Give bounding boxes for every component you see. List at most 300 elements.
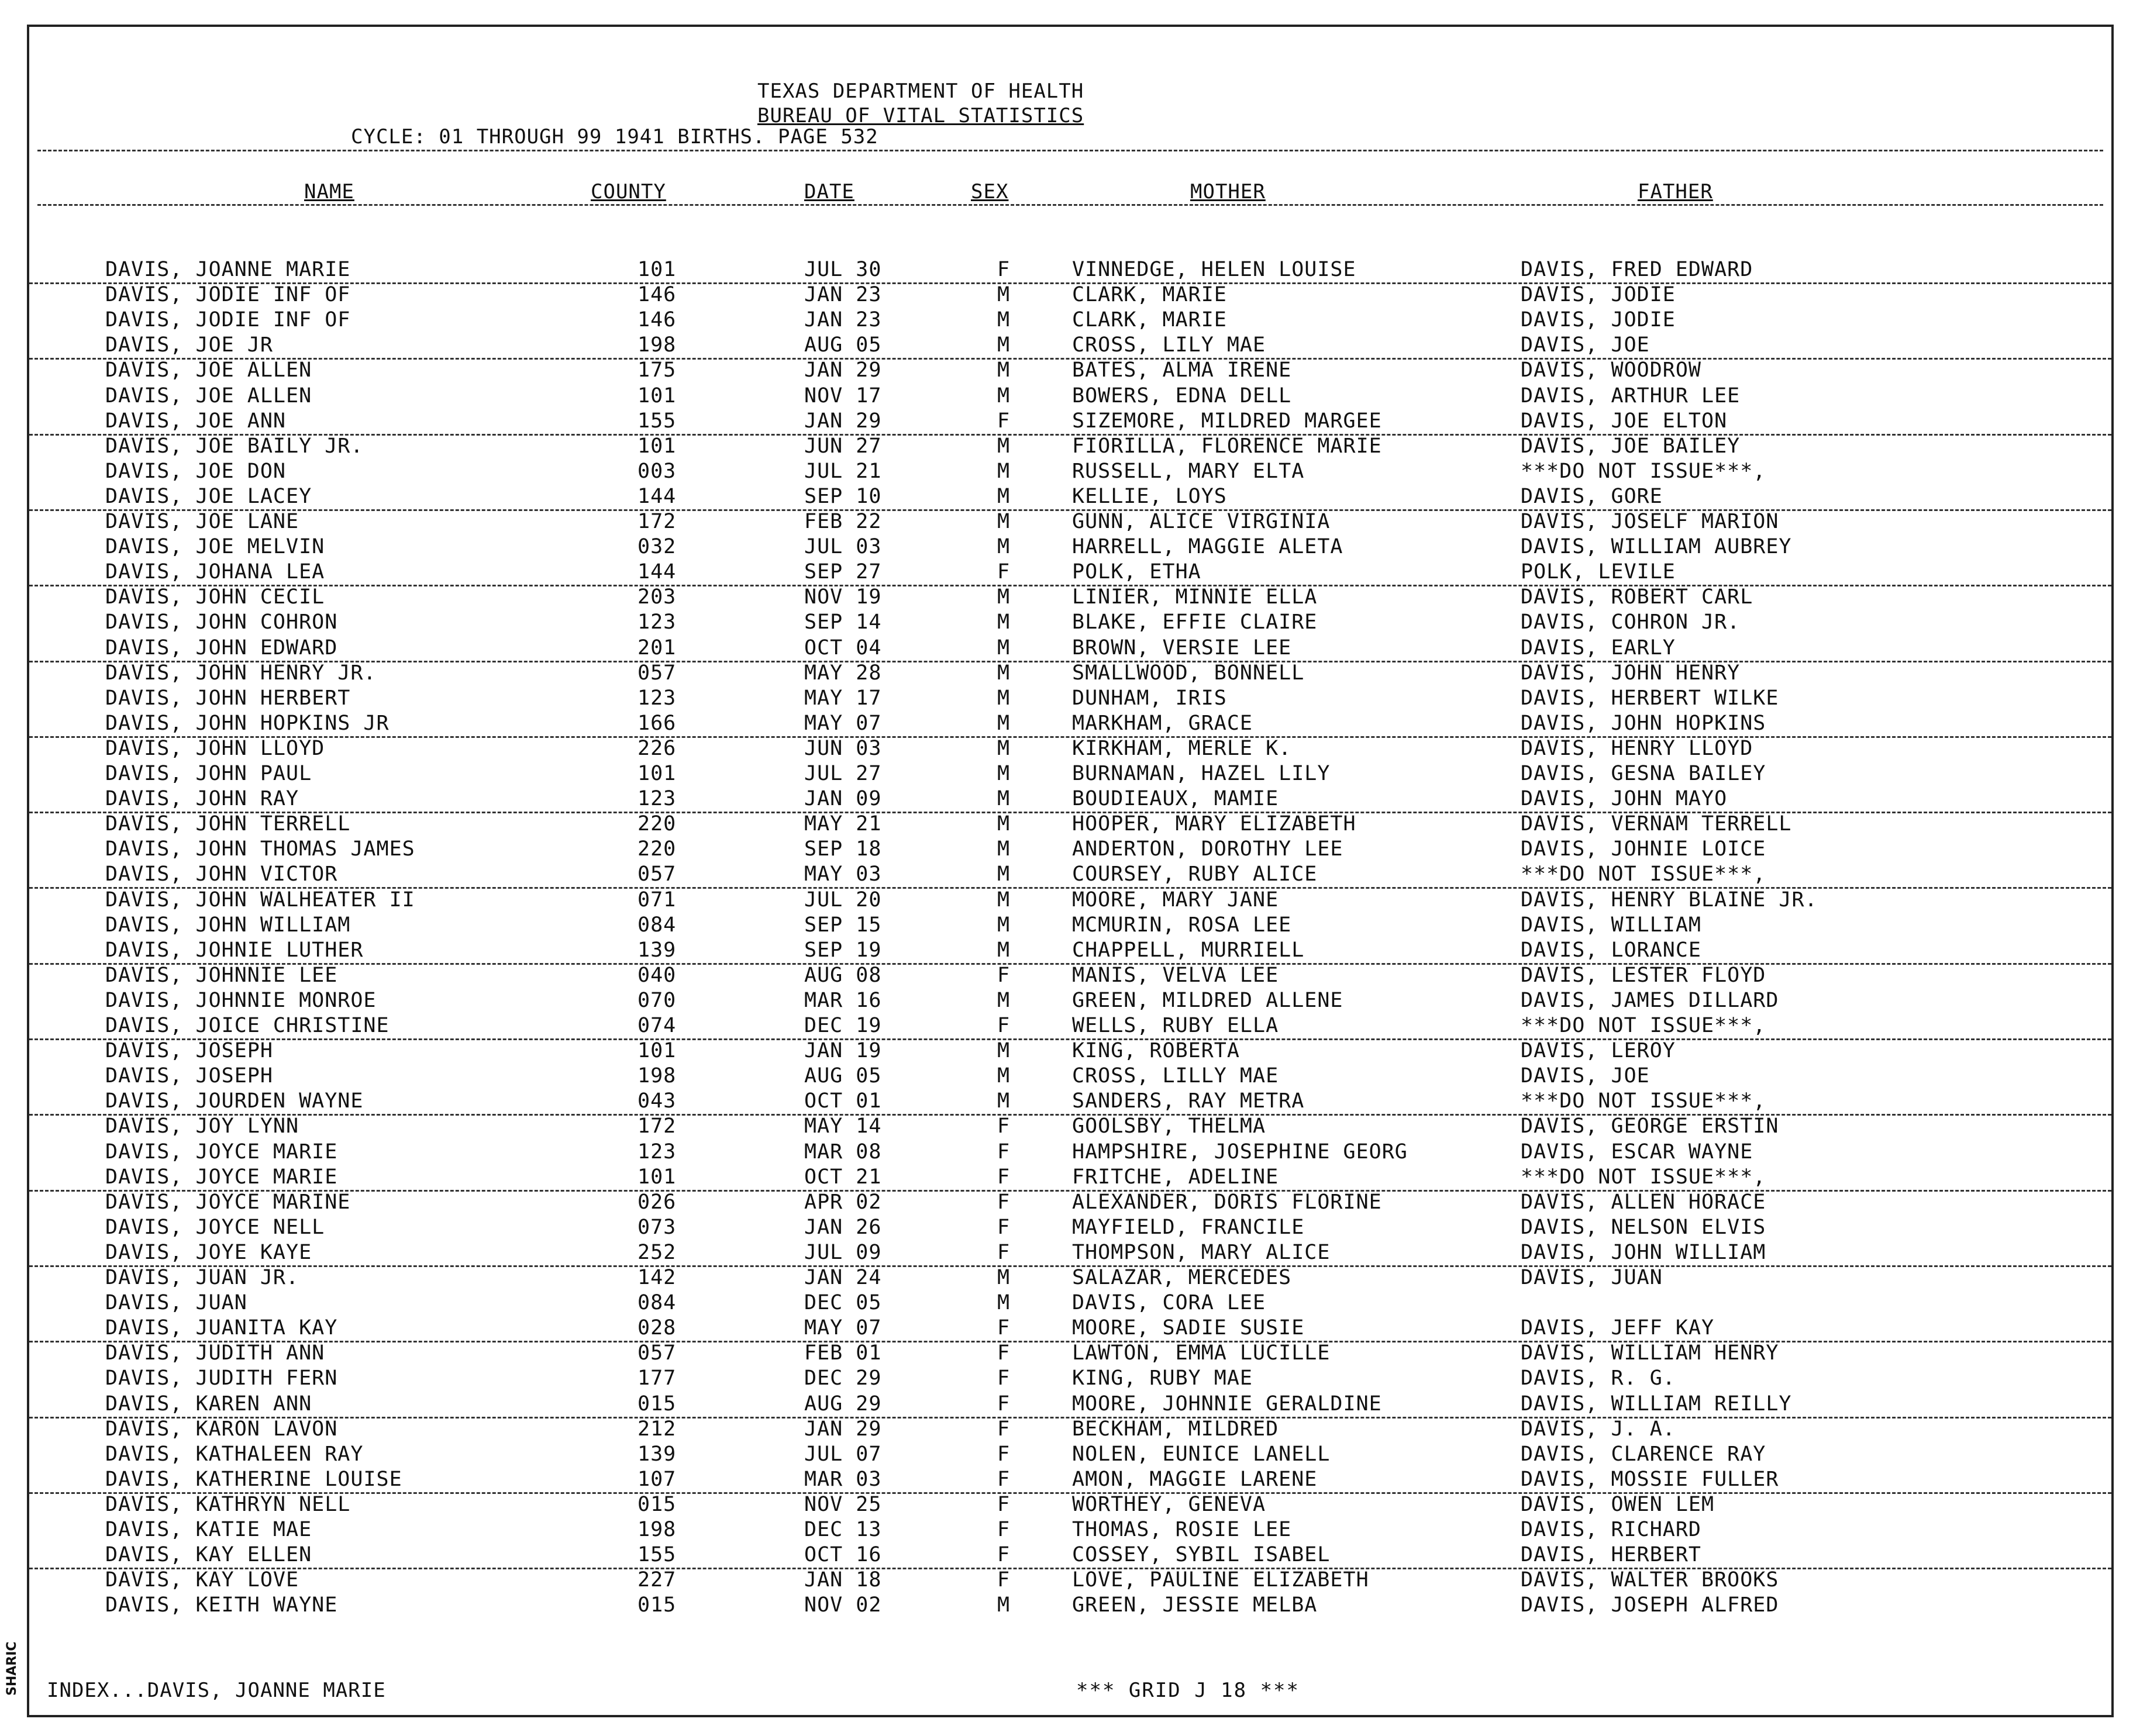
cell-father: DAVIS, JOSEPH ALFRED <box>1521 1593 1779 1617</box>
cell-county: 144 <box>638 484 677 508</box>
cell-date: SEP 15 <box>804 913 882 937</box>
cell-county: 142 <box>638 1266 677 1289</box>
cell-name: DAVIS, JOHN WALHEATER II <box>105 888 415 912</box>
cell-father: DAVIS, GORE <box>1521 484 1663 508</box>
cell-name: DAVIS, JOE ALLEN <box>105 384 312 408</box>
cell-father: DAVIS, RICHARD <box>1521 1518 1702 1541</box>
cell-county: 123 <box>638 686 677 710</box>
cell-father: DAVIS, JAMES DILLARD <box>1521 988 1779 1012</box>
cell-county: 074 <box>638 1014 677 1037</box>
table-row <box>29 434 2111 459</box>
cell-county: 040 <box>638 963 677 987</box>
cell-date: JUL 30 <box>804 258 882 281</box>
table-row <box>29 1014 2111 1040</box>
cell-date: DEC 29 <box>804 1366 882 1390</box>
cell-county: 146 <box>638 308 677 332</box>
cell-date: MAY 21 <box>804 812 882 836</box>
cell-county: 101 <box>638 384 677 408</box>
table-row <box>29 485 2111 511</box>
header-divider <box>37 150 2103 151</box>
cell-mother: AMON, MAGGIE LARENE <box>1072 1467 1318 1491</box>
cell-county: 123 <box>638 1140 677 1164</box>
cell-county: 220 <box>638 837 677 861</box>
cell-sex: F <box>997 1366 1011 1390</box>
cell-mother: WORTHEY, GENEVA <box>1072 1492 1266 1516</box>
cell-mother: HOOPER, MARY ELIZABETH <box>1072 812 1356 836</box>
cell-sex: M <box>997 711 1011 735</box>
table-row <box>29 1039 2111 1064</box>
cell-sex: M <box>997 535 1011 559</box>
cell-name: DAVIS, JOE BAILY JR. <box>105 434 364 458</box>
table-row <box>29 862 2111 889</box>
cell-date: SEP 10 <box>804 484 882 508</box>
cell-mother: DUNHAM, IRIS <box>1072 686 1227 710</box>
cell-father: ***DO NOT ISSUE***, <box>1521 459 1766 483</box>
cell-name: DAVIS, JOE LACEY <box>105 484 312 508</box>
cell-county: 177 <box>638 1366 677 1390</box>
table-row <box>29 384 2111 409</box>
table-row <box>29 333 2111 360</box>
cell-father: DAVIS, NELSON ELVIS <box>1521 1215 1766 1239</box>
cell-county: 227 <box>638 1568 677 1592</box>
cell-mother: COSSEY, SYBIL ISABEL <box>1072 1543 1331 1567</box>
cell-name: DAVIS, JOHN WILLIAM <box>105 913 351 937</box>
column-header-mother: MOTHER <box>1190 180 1266 203</box>
record-sheet <box>27 25 2114 1717</box>
cell-mother: BLAKE, EFFIE CLAIRE <box>1072 610 1318 634</box>
cell-county: 252 <box>638 1240 677 1264</box>
cell-date: JAN 23 <box>804 308 882 332</box>
cell-mother: THOMPSON, MARY ALICE <box>1072 1240 1331 1264</box>
cell-mother: MOORE, MARY JANE <box>1072 888 1279 912</box>
cell-date: JAN 18 <box>804 1568 882 1592</box>
cell-date: OCT 21 <box>804 1165 882 1189</box>
cell-date: OCT 16 <box>804 1543 882 1567</box>
side-label: SHARIC <box>5 1641 19 1696</box>
cell-sex: M <box>997 913 1011 937</box>
cell-date: AUG 05 <box>804 1064 882 1088</box>
cell-father: DAVIS, LESTER FLOYD <box>1521 963 1766 987</box>
cell-father: DAVIS, FRED EDWARD <box>1521 258 1753 281</box>
table-row <box>29 1593 2111 1618</box>
table-row <box>29 1543 2111 1569</box>
table-row <box>29 686 2111 711</box>
cell-name: DAVIS, JODIE INF OF <box>105 283 351 307</box>
cell-father: DAVIS, WILLIAM HENRY <box>1521 1341 1779 1365</box>
cell-mother: LINIER, MINNIE ELLA <box>1072 585 1318 609</box>
cell-date: SEP 18 <box>804 837 882 861</box>
cell-father: DAVIS, GEORGE ERSTIN <box>1521 1114 1779 1138</box>
cell-date: NOV 02 <box>804 1593 882 1617</box>
cell-county: 212 <box>638 1417 677 1441</box>
cell-county: 198 <box>638 333 677 357</box>
cell-county: 101 <box>638 762 677 785</box>
column-header-name: NAME <box>304 180 354 203</box>
cell-father: DAVIS, J. A. <box>1521 1417 1676 1441</box>
cell-date: APR 02 <box>804 1190 882 1214</box>
cell-mother: CHAPPELL, MURRIELL <box>1072 938 1305 962</box>
cell-county: 057 <box>638 862 677 886</box>
cell-father: DAVIS, JOE BAILEY <box>1521 434 1741 458</box>
cell-mother: THOMAS, ROSIE LEE <box>1072 1518 1292 1541</box>
cell-mother: BROWN, VERSIE LEE <box>1072 636 1292 660</box>
cell-name: DAVIS, JOYCE MARINE <box>105 1190 351 1214</box>
cell-sex: M <box>997 888 1011 912</box>
cell-date: DEC 19 <box>804 1014 882 1037</box>
cell-name: DAVIS, JOHN EDWARD <box>105 636 338 660</box>
cell-county: 146 <box>638 283 677 307</box>
cell-sex: M <box>997 812 1011 836</box>
table-row <box>29 989 2111 1013</box>
cell-county: 139 <box>638 1442 677 1466</box>
cell-mother: FRITCHE, ADELINE <box>1072 1165 1279 1189</box>
cell-sex: M <box>997 661 1011 685</box>
table-row <box>29 308 2111 333</box>
cell-father: DAVIS, JOSELF MARION <box>1521 510 1779 533</box>
cell-county: 084 <box>638 913 677 937</box>
cell-county: 172 <box>638 510 677 533</box>
cell-mother: BATES, ALMA IRENE <box>1072 358 1292 382</box>
cell-county: 201 <box>638 636 677 660</box>
cell-mother: COURSEY, RUBY ALICE <box>1072 862 1318 886</box>
cell-county: 028 <box>638 1316 677 1340</box>
cell-name: DAVIS, JOHN HOPKINS JR <box>105 711 390 735</box>
cell-father: DAVIS, JOE <box>1521 333 1650 357</box>
cell-county: 155 <box>638 1543 677 1567</box>
cell-county: 101 <box>638 434 677 458</box>
cell-name: DAVIS, JOHANA LEA <box>105 560 325 584</box>
cell-county: 172 <box>638 1114 677 1138</box>
cell-name: DAVIS, JOE ANN <box>105 409 287 433</box>
cell-county: 107 <box>638 1467 677 1491</box>
cell-date: NOV 17 <box>804 384 882 408</box>
table-row <box>29 1216 2111 1240</box>
cell-sex: F <box>997 409 1011 433</box>
cell-father: DAVIS, JOHN HENRY <box>1521 661 1741 685</box>
cell-sex: M <box>997 434 1011 458</box>
cell-date: MAY 07 <box>804 711 882 735</box>
cell-father: DAVIS, JUAN <box>1521 1266 1663 1289</box>
cell-county: 057 <box>638 1341 677 1365</box>
cell-date: MAY 03 <box>804 862 882 886</box>
cell-sex: F <box>997 1165 1011 1189</box>
cell-date: MAR 03 <box>804 1467 882 1491</box>
cell-date: OCT 04 <box>804 636 882 660</box>
cell-father: DAVIS, JOHN MAYO <box>1521 787 1728 811</box>
cell-sex: M <box>997 1593 1011 1617</box>
table-row <box>29 283 2111 308</box>
cell-father: ***DO NOT ISSUE***, <box>1521 862 1766 886</box>
cell-date: JAN 26 <box>804 1215 882 1239</box>
cell-sex: M <box>997 384 1011 408</box>
cell-date: JUL 21 <box>804 459 882 483</box>
cell-sex: M <box>997 1266 1011 1289</box>
cell-date: JAN 29 <box>804 1417 882 1441</box>
cell-sex: F <box>997 1190 1011 1214</box>
cell-sex: F <box>997 1316 1011 1340</box>
cell-date: DEC 05 <box>804 1291 882 1315</box>
cell-date: SEP 14 <box>804 610 882 634</box>
cell-mother: BOUDIEAUX, MAMIE <box>1072 787 1279 811</box>
cell-name: DAVIS, JOYCE MARIE <box>105 1140 338 1164</box>
cell-name: DAVIS, JUDITH FERN <box>105 1366 338 1390</box>
cell-name: DAVIS, JOE JR <box>105 333 273 357</box>
cell-mother: SIZEMORE, MILDRED MARGEE <box>1072 409 1382 433</box>
table-row <box>29 510 2111 534</box>
cell-name: DAVIS, JOHN CECIL <box>105 585 325 609</box>
cell-sex: M <box>997 459 1011 483</box>
cell-sex: F <box>997 1518 1011 1541</box>
cell-date: NOV 25 <box>804 1492 882 1516</box>
column-header-divider <box>37 204 2103 206</box>
cell-mother: CLARK, MARIE <box>1072 308 1227 332</box>
cell-date: MAY 07 <box>804 1316 882 1340</box>
cell-father: DAVIS, WILLIAM REILLY <box>1521 1392 1792 1416</box>
cell-father: DAVIS, WILLIAM <box>1521 913 1702 937</box>
cell-mother: SMALLWOOD, BONNELL <box>1072 661 1305 685</box>
table-row <box>29 1366 2111 1391</box>
cell-sex: F <box>997 1492 1011 1516</box>
cell-father: DAVIS, JOHN HOPKINS <box>1521 711 1766 735</box>
table-row <box>29 787 2111 813</box>
cell-father: ***DO NOT ISSUE***, <box>1521 1165 1766 1189</box>
cell-sex: F <box>997 560 1011 584</box>
cell-father: DAVIS, OWEN LEM <box>1521 1492 1715 1516</box>
cell-mother: SALAZAR, MERCEDES <box>1072 1266 1292 1289</box>
cell-sex: M <box>997 1291 1011 1315</box>
table-row <box>29 1165 2111 1192</box>
cell-father: DAVIS, HERBERT WILKE <box>1521 686 1779 710</box>
cell-county: 139 <box>638 938 677 962</box>
cell-sex: F <box>997 1114 1011 1138</box>
cell-name: DAVIS, JODIE INF OF <box>105 308 351 332</box>
cell-mother: HARRELL, MAGGIE ALETA <box>1072 535 1343 559</box>
cell-father: DAVIS, COHRON JR. <box>1521 610 1741 634</box>
cell-mother: MARKHAM, GRACE <box>1072 711 1253 735</box>
cell-county: 026 <box>638 1190 677 1214</box>
cell-sex: M <box>997 762 1011 785</box>
cell-mother: GOOLSBY, THELMA <box>1072 1114 1266 1138</box>
table-row <box>29 1518 2111 1542</box>
cell-county: 198 <box>638 1064 677 1088</box>
cell-father: DAVIS, HENRY BLAINE JR. <box>1521 888 1818 912</box>
cell-mother: WELLS, RUBY ELLA <box>1072 1014 1279 1037</box>
cell-date: OCT 01 <box>804 1089 882 1113</box>
table-row <box>29 585 2111 610</box>
cell-sex: M <box>997 333 1011 357</box>
cell-date: JUL 20 <box>804 888 882 912</box>
table-row <box>29 1241 2111 1267</box>
table-row <box>29 888 2111 913</box>
table-row <box>29 837 2111 862</box>
cell-county: 175 <box>638 358 677 382</box>
cell-name: DAVIS, KATHRYN NELL <box>105 1492 351 1516</box>
cell-county: 015 <box>638 1492 677 1516</box>
table-row <box>29 913 2111 938</box>
cell-county: 220 <box>638 812 677 836</box>
column-header-father: FATHER <box>1638 180 1713 203</box>
cell-name: DAVIS, JOE DON <box>105 459 287 483</box>
table-row <box>29 560 2111 586</box>
cell-father: DAVIS, JOE <box>1521 1064 1650 1088</box>
table-row <box>29 661 2111 686</box>
table-row <box>29 1089 2111 1116</box>
cell-mother: GREEN, JESSIE MELBA <box>1072 1593 1318 1617</box>
cell-county: 015 <box>638 1392 677 1416</box>
cell-sex: F <box>997 1417 1011 1441</box>
cell-mother: POLK, ETHA <box>1072 560 1201 584</box>
cell-name: DAVIS, JOSEPH <box>105 1064 273 1088</box>
cell-date: JAN 23 <box>804 283 882 307</box>
table-row <box>29 938 2111 965</box>
cell-name: DAVIS, JOURDEN WAYNE <box>105 1089 364 1113</box>
cell-mother: BECKHAM, MILDRED <box>1072 1417 1279 1441</box>
cell-mother: VINNEDGE, HELEN LOUISE <box>1072 258 1356 281</box>
cell-sex: F <box>997 1215 1011 1239</box>
cell-name: DAVIS, JOE LANE <box>105 510 299 533</box>
cell-father: DAVIS, LEROY <box>1521 1039 1676 1063</box>
cell-date: MAY 28 <box>804 661 882 685</box>
cell-mother: GREEN, MILDRED ALLENE <box>1072 988 1343 1012</box>
cell-mother: KIRKHAM, MERLE K. <box>1072 736 1292 760</box>
cell-sex: F <box>997 1240 1011 1264</box>
cell-father: DAVIS, HENRY LLOYD <box>1521 736 1753 760</box>
cell-sex: F <box>997 1392 1011 1416</box>
cell-date: JUL 07 <box>804 1442 882 1466</box>
cell-sex: M <box>997 862 1011 886</box>
cell-father: DAVIS, CLARENCE RAY <box>1521 1442 1766 1466</box>
cell-name: DAVIS, JOANNE MARIE <box>105 258 351 281</box>
table-row <box>29 610 2111 635</box>
cell-name: DAVIS, JOICE CHRISTINE <box>105 1014 390 1037</box>
cell-county: 070 <box>638 988 677 1012</box>
cell-name: DAVIS, KEITH WAYNE <box>105 1593 338 1617</box>
table-row <box>29 712 2111 738</box>
cell-sex: M <box>997 837 1011 861</box>
cell-name: DAVIS, KAY LOVE <box>105 1568 299 1592</box>
cell-sex: F <box>997 1467 1011 1491</box>
cell-name: DAVIS, JOHNIE LUTHER <box>105 938 364 962</box>
cell-mother: KING, ROBERTA <box>1072 1039 1240 1063</box>
cell-mother: KELLIE, LOYS <box>1072 484 1227 508</box>
cell-father: DAVIS, MOSSIE FULLER <box>1521 1467 1779 1491</box>
cell-county: 071 <box>638 888 677 912</box>
cell-sex: M <box>997 988 1011 1012</box>
cell-mother: GUNN, ALICE VIRGINIA <box>1072 510 1331 533</box>
cell-father: DAVIS, JOHN WILLIAM <box>1521 1240 1766 1264</box>
cell-date: SEP 19 <box>804 938 882 962</box>
table-row <box>29 1417 2111 1442</box>
cell-father: DAVIS, HERBERT <box>1521 1543 1702 1567</box>
cell-father: DAVIS, R. G. <box>1521 1366 1676 1390</box>
cell-name: DAVIS, JUAN <box>105 1291 247 1315</box>
cell-name: DAVIS, JOSEPH <box>105 1039 273 1063</box>
cell-date: JUN 03 <box>804 736 882 760</box>
cell-date: AUG 05 <box>804 333 882 357</box>
table-row <box>29 737 2111 761</box>
cell-name: DAVIS, JOYE KAYE <box>105 1240 312 1264</box>
cell-father: DAVIS, LORANCE <box>1521 938 1702 962</box>
cell-sex: M <box>997 308 1011 332</box>
cell-county: 015 <box>638 1593 677 1617</box>
cell-sex: M <box>997 510 1011 533</box>
table-row <box>29 1064 2111 1089</box>
cell-father: DAVIS, JOE ELTON <box>1521 409 1728 433</box>
cell-date: JUN 27 <box>804 434 882 458</box>
cell-date: FEB 01 <box>804 1341 882 1365</box>
cell-mother: CROSS, LILY MAE <box>1072 333 1266 357</box>
cell-name: DAVIS, JOHN LLOYD <box>105 736 325 760</box>
cell-name: DAVIS, JOHN HERBERT <box>105 686 351 710</box>
cell-sex: F <box>997 1140 1011 1164</box>
cell-county: 043 <box>638 1089 677 1113</box>
table-row <box>29 1468 2111 1494</box>
cell-county: 032 <box>638 535 677 559</box>
cell-mother: LAWTON, EMMA LUCILLE <box>1072 1341 1331 1365</box>
cycle-line: CYCLE: 01 THROUGH 99 1941 BIRTHS. PAGE 532 <box>351 125 878 149</box>
cell-mother: FIORILLA, FLORENCE MARIE <box>1072 434 1382 458</box>
cell-date: DEC 13 <box>804 1518 882 1541</box>
cell-date: FEB 22 <box>804 510 882 533</box>
cell-county: 198 <box>638 1518 677 1541</box>
cell-county: 084 <box>638 1291 677 1315</box>
cell-mother: MOORE, SADIE SUSIE <box>1072 1316 1305 1340</box>
cell-county: 057 <box>638 661 677 685</box>
cell-mother: BURNAMAN, HAZEL LILY <box>1072 762 1331 785</box>
grid-reference: *** GRID J 18 *** <box>1076 1679 1300 1702</box>
cell-sex: M <box>997 484 1011 508</box>
cell-county: 003 <box>638 459 677 483</box>
cell-sex: M <box>997 787 1011 811</box>
cell-mother: BOWERS, EDNA DELL <box>1072 384 1292 408</box>
table-row <box>29 1266 2111 1290</box>
cell-father: DAVIS, WILLIAM AUBREY <box>1521 535 1792 559</box>
cell-name: DAVIS, KAY ELLEN <box>105 1543 312 1567</box>
cell-sex: M <box>997 1039 1011 1063</box>
cell-county: 101 <box>638 258 677 281</box>
cell-sex: F <box>997 1014 1011 1037</box>
cell-date: NOV 19 <box>804 585 882 609</box>
cell-name: DAVIS, JUDITH ANN <box>105 1341 325 1365</box>
cell-name: DAVIS, JOHNNIE LEE <box>105 963 338 987</box>
cell-county: 123 <box>638 610 677 634</box>
cell-county: 144 <box>638 560 677 584</box>
cell-sex: M <box>997 358 1011 382</box>
cell-mother: KING, RUBY MAE <box>1072 1366 1253 1390</box>
cell-date: MAR 16 <box>804 988 882 1012</box>
cell-sex: F <box>997 1543 1011 1567</box>
table-row <box>29 1114 2111 1139</box>
cell-sex: M <box>997 585 1011 609</box>
table-row <box>29 460 2111 484</box>
table-row <box>29 1291 2111 1316</box>
cell-father: DAVIS, JOHNIE LOICE <box>1521 837 1766 861</box>
column-header-sex: SEX <box>971 180 1009 203</box>
cell-mother: HAMPSHIRE, JOSEPHINE GEORG <box>1072 1140 1408 1164</box>
cell-mother: MOORE, JOHNNIE GERALDINE <box>1072 1392 1382 1416</box>
cell-sex: F <box>997 1568 1011 1592</box>
table-row <box>29 964 2111 988</box>
cell-sex: M <box>997 938 1011 962</box>
cell-sex: M <box>997 636 1011 660</box>
cell-date: JAN 09 <box>804 787 882 811</box>
cell-date: JAN 29 <box>804 409 882 433</box>
cell-name: DAVIS, JOHN VICTOR <box>105 862 338 886</box>
cell-sex: F <box>997 258 1011 281</box>
cell-father: DAVIS, WOODROW <box>1521 358 1702 382</box>
cell-county: 166 <box>638 711 677 735</box>
cell-date: MAR 08 <box>804 1140 882 1164</box>
